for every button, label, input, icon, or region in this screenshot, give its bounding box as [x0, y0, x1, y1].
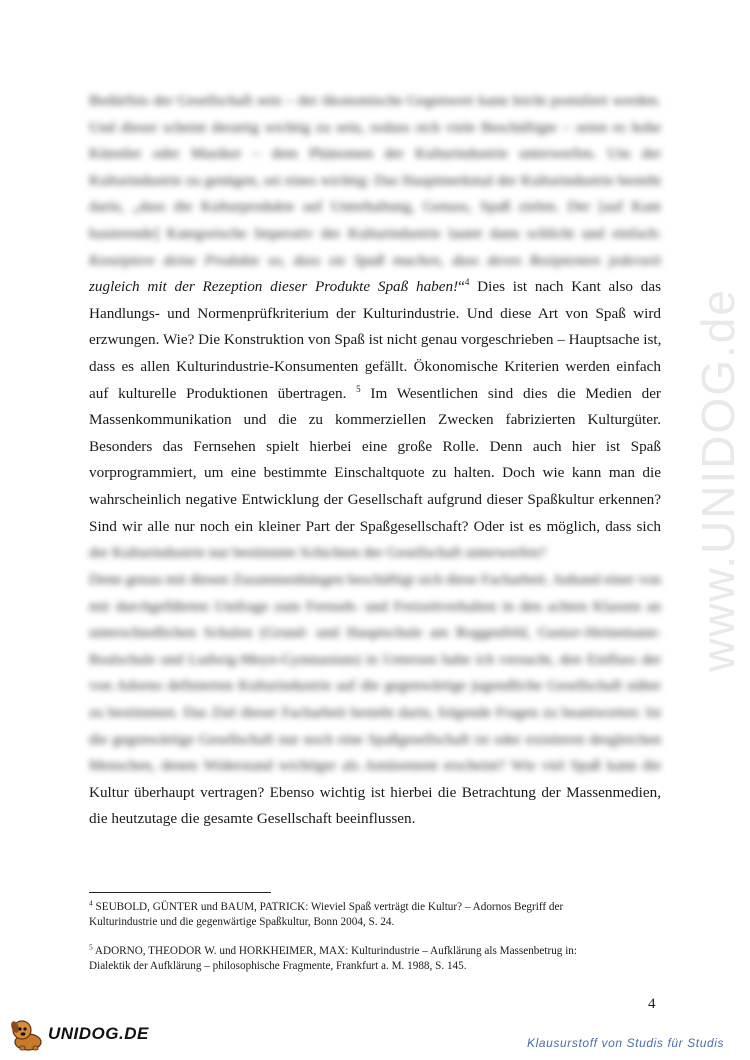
text-line: Menschen, denen Widerstand wichtiger als Amüsement erscheint? Wie viel Spaß kann die [89, 757, 661, 775]
text-line: Massenkommunikation und die zu kommerziellen Zwecken fabrizierten Kulturgüter. [89, 411, 661, 429]
unidog-logo[interactable] [6, 1016, 156, 1052]
text-line [89, 248, 661, 275]
text-line: Und dieser scheint derartig wichtig zu sein, sodass sich viele Beschäftigte – seien es hohe [89, 118, 661, 136]
footnote-text: Kulturindustrie und die gegenwärtige Spaßkultur, Bonn 2004, S. 24. [89, 916, 395, 928]
footnote-5 [89, 944, 661, 974]
text-line: unterschiedlichen Schulen (Grund- und Hauptschule am Roggenfeld, Gustav-Heinemann- [89, 624, 661, 642]
footer-tagline: Klausurstoff von Studis für Studis [527, 1036, 725, 1050]
text-line: mir durchgeführten Umfrage zum Fernseh- und Freizeitverhalten in den achten Klassen an [89, 597, 661, 615]
text-line: Besonders das Fernsehen spielt hierbei eine große Rolle. Denn auch hier ist Spaß [89, 437, 661, 455]
text-line: vorprogrammiert, um eine bestimmte Einschaltquote zu halten. Doch wie kann man die [89, 464, 661, 482]
footnote-text: Dialektik der Aufklärung – philosophische Fragmente, Frankfurt a. M. 1988, S. 145. [89, 960, 467, 972]
paragraph-2 [89, 567, 661, 833]
text-line: von Adorno definierten Kulturindustrie auf die gegenwärtige jugendliche Gesellschaft näher [89, 677, 661, 695]
page-number: 4 [648, 996, 656, 1012]
text-line: Handlungs- und Normenprüfkriterium der Kulturindustrie. Und diese Art von Spaß wird [89, 304, 661, 322]
footnote-4 [89, 900, 661, 930]
text-line: zu bestimmen. Das Ziel dieser Facharbeit besteht darin, folgende Fragen zu beantworten: Ist [89, 703, 661, 721]
logo-text: UNIDOG.DE [48, 1024, 149, 1043]
text-line: Bedürfnis der Gesellschaft sein – der ökonomische Gegenwert kann leicht postuliert werden. [89, 92, 661, 109]
text-line: Realschule und Ludwig-Meyn-Gymnasium) in Uetersen habe ich versucht, den Einfluss der [89, 650, 661, 668]
footnote-number: 5 [89, 942, 93, 952]
text-line: dass es allen Kulturindustrie-Konsumenten gefällt. Ökonomische Kriterien werden einfach [89, 357, 661, 375]
text-fragment: Dies ist nach Kant also das [469, 278, 661, 296]
text-line: Kulturindustrie zu genügen, sei eines wichtig: Das Hauptmerkmal der Kulturindustrie besteht [89, 171, 661, 189]
quote-italic: zugleich mit der Rezeption dieser Produkte Spaß haben! [89, 278, 459, 296]
footnote-text: ADORNO, THEODOR W. und HORKHEIMER, MAX: Kulturindustrie – Aufklärung als Massenbetrug in: [92, 945, 577, 957]
quote-italic: Konzipiere deine Produkte so, dass sie Spaß machen, dass deren Rezipienten jederzeit [89, 251, 661, 269]
text-line: basierende] Kategorische Imperativ der Kulturindustrie lautet dann schlicht und einfach: [89, 224, 661, 242]
footnote-text: SEUBOLD, GÜNTER und BAUM, PATRICK: Wieviel Spaß verträgt die Kultur? – Adornos Begriff der [92, 901, 564, 913]
text-line: der Kulturindustrie nur bestimmte Schichten der Gesellschaft unterwerfen? [89, 544, 546, 562]
text-line: erzwungen. Wie? Die Konstruktion von Spaß ist nicht genau vorgeschrieben – Hauptsache ist, [89, 331, 662, 349]
footnote-number: 4 [89, 898, 93, 908]
text-line [89, 274, 661, 301]
text-line: darin, „dass die Kulturprodukte auf Unterhaltung, Genuss, Spaß zielen. Der [auf Kant [89, 198, 661, 216]
quote-mark: “ [458, 278, 465, 296]
text-line: Sind wir alle nur noch ein kleiner Part der Spaßgesellschaft? Oder ist es möglich, dass sich [89, 517, 661, 535]
text-line: Kultur überhaupt vertragen? Ebenso wichtig ist hierbei die Betrachtung der Massenmedien, [89, 783, 661, 801]
footnote-ref-5[interactable]: 5 [356, 383, 361, 394]
footnote-separator [89, 892, 271, 893]
text-line: Künstler oder Musiker – dem Phänomen der Kulturindustrie unterwerfen. Um der [89, 145, 661, 163]
text-line: wahrscheinlich negative Entwicklung der Gesellschaft aufgrund dieser Spaßkultur erkennen? [89, 490, 661, 508]
text-line: die heutzutage die gesamte Gesellschaft beeinflussen. [89, 810, 416, 828]
text-line: Denn genau mit diesen Zusammenhängen beschäftigt sich diese Facharbeit. Anhand einer von [89, 571, 661, 588]
paragraph-1 [89, 88, 661, 567]
text-line [89, 381, 661, 408]
text-fragment: auf kulturelle Produktionen übertragen. [89, 384, 347, 402]
watermark: www.UNIDOG.de [692, 288, 744, 672]
text-line: die gegenwärtige Gesellschaft nur noch eine Spaßgesellschaft ist oder existieren desgleichen [89, 730, 661, 748]
text-fragment: Im Wesentlichen sind dies die Medien der [360, 384, 661, 402]
footnote-ref-4[interactable]: 4 [464, 277, 470, 288]
dog-mascot-icon [6, 1016, 50, 1052]
